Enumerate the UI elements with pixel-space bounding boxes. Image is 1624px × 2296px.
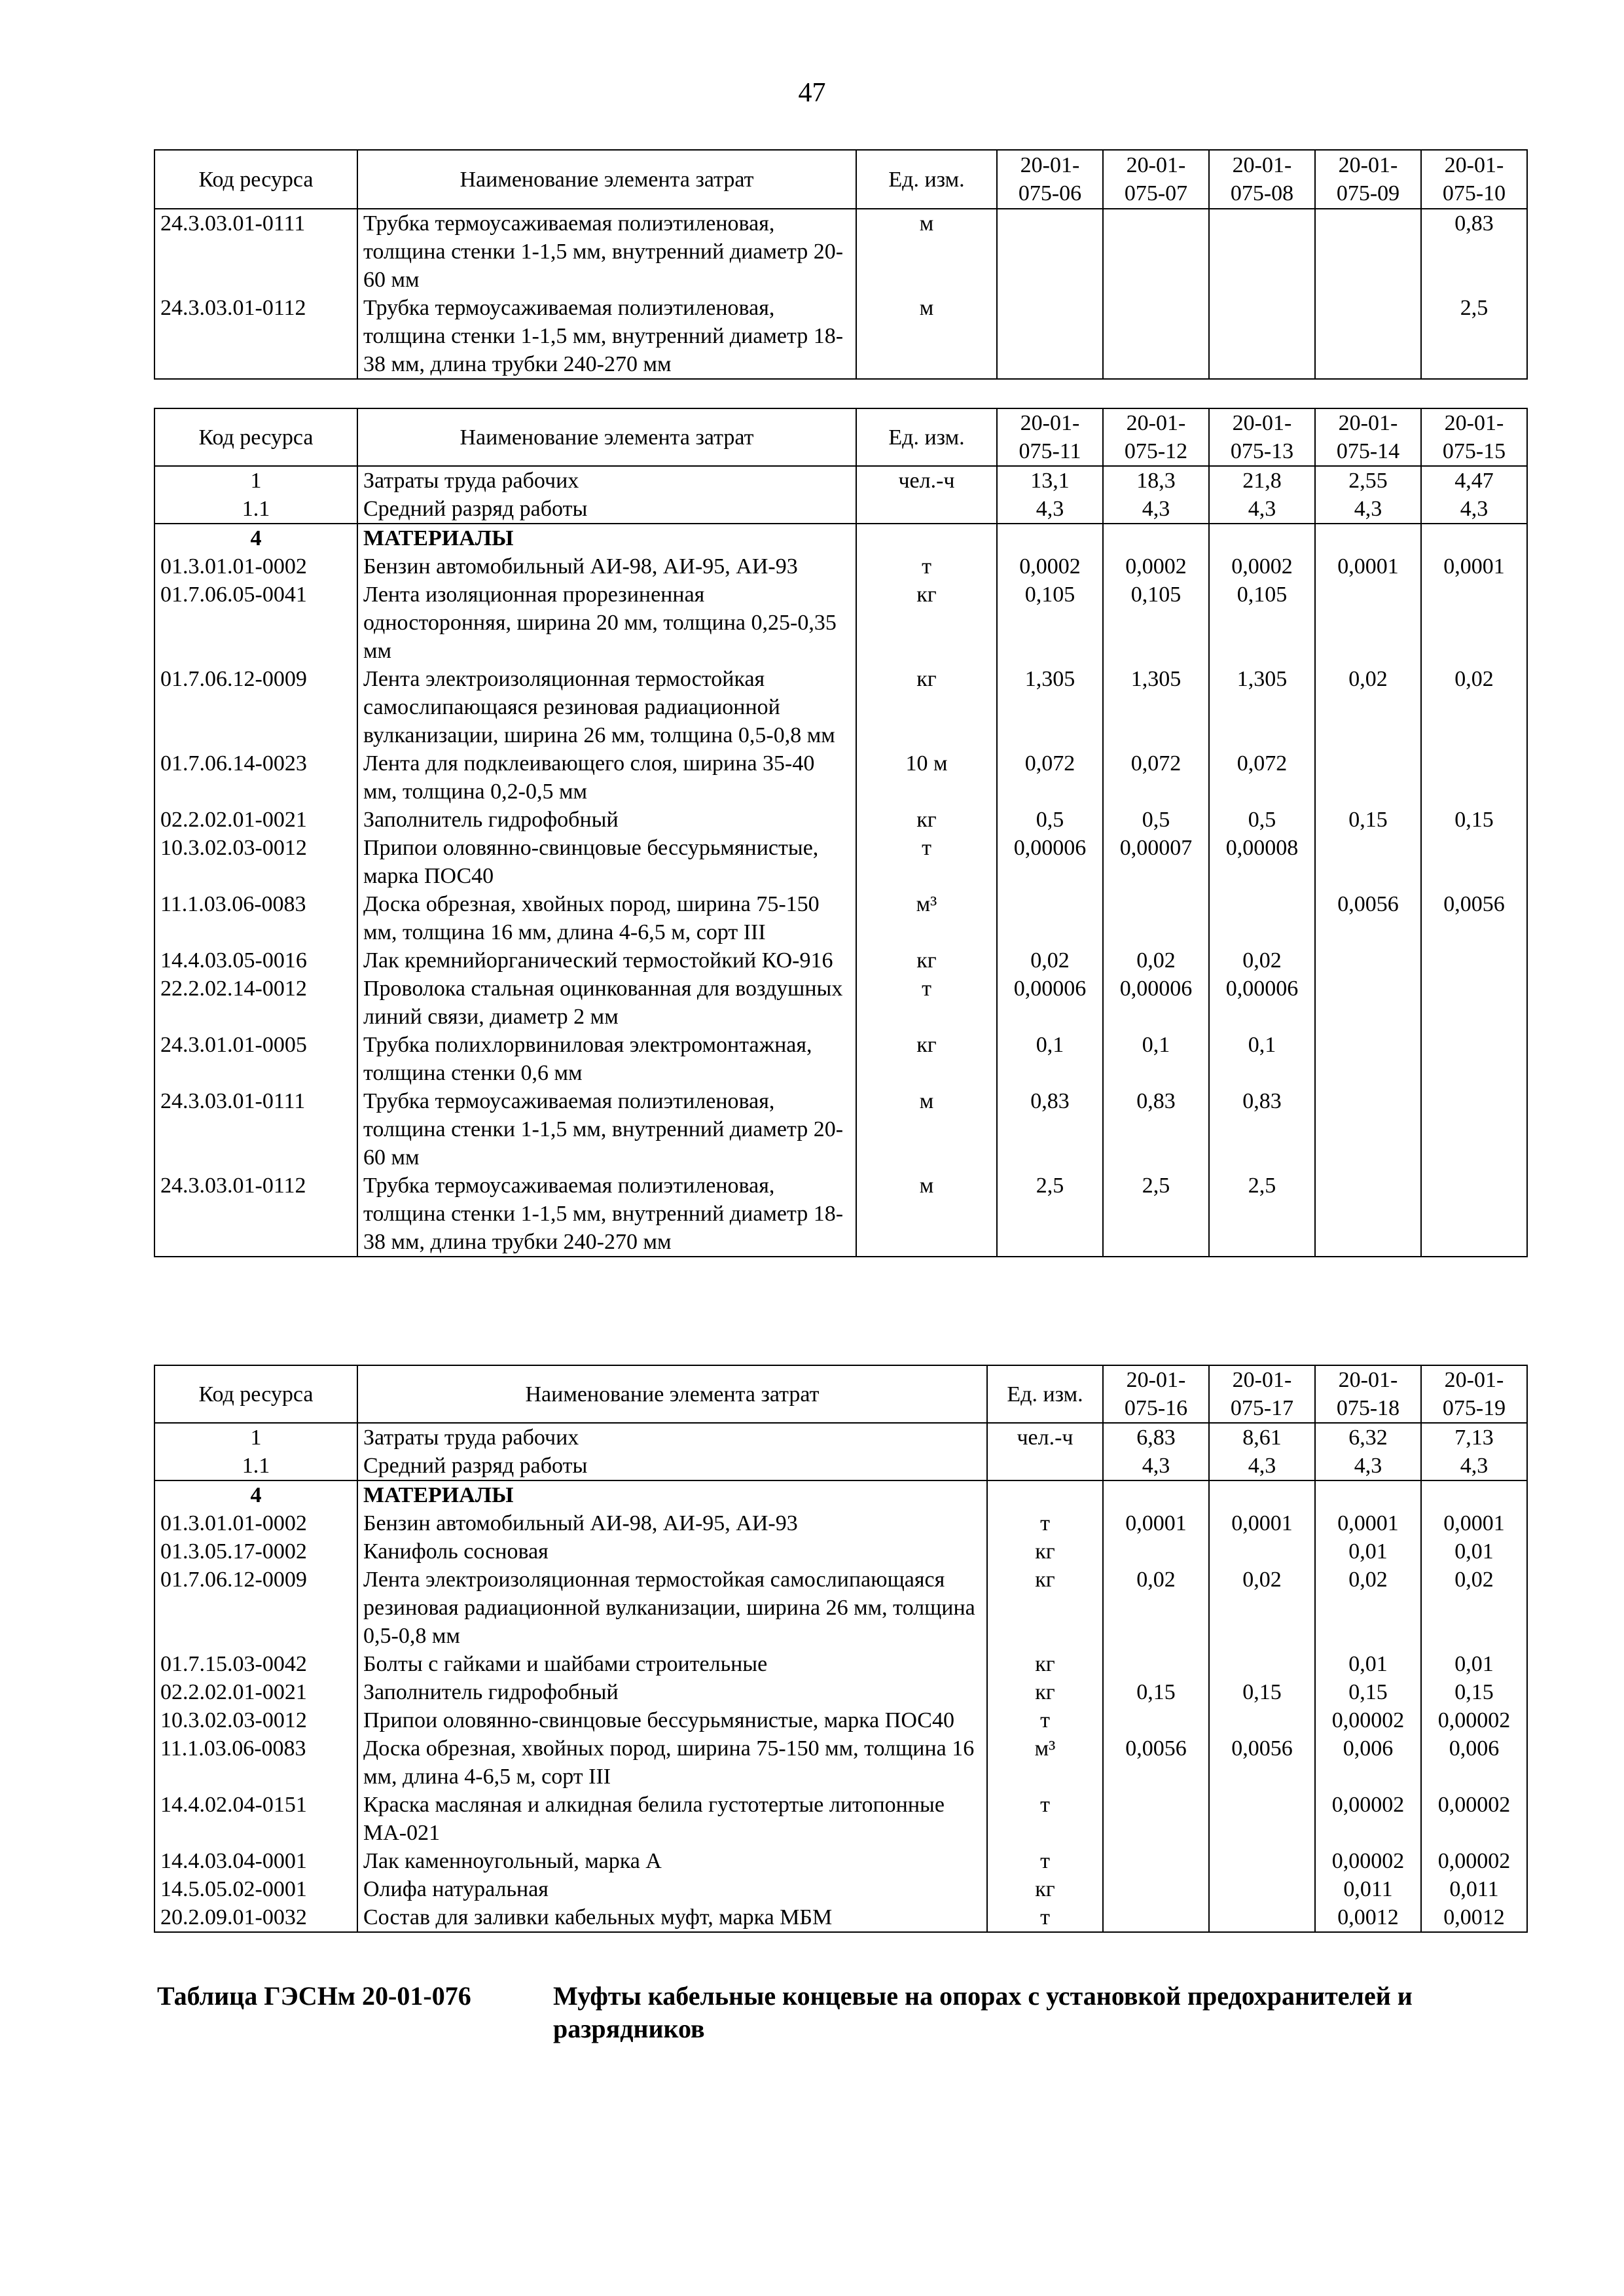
- value-cell: [1209, 209, 1315, 294]
- value-cell: [1421, 1087, 1527, 1172]
- resource-code: 1: [154, 466, 357, 495]
- value-cell: 0,02: [997, 946, 1103, 975]
- value-cell: [997, 294, 1103, 379]
- value-cell: [1421, 975, 1527, 1031]
- value-cell: 0,105: [997, 581, 1103, 665]
- table-row: [154, 1903, 1527, 1932]
- resource-name: Олифа натуральная: [357, 1875, 987, 1903]
- resource-code: 01.3.01.01-0002: [154, 552, 357, 581]
- resource-table-1: [154, 149, 1528, 380]
- value-cell: [1103, 1537, 1209, 1566]
- value-cell: [1209, 1537, 1315, 1566]
- resource-name: Проволока стальная оцинкованная для воздушных линий связи, диаметр 2 мм: [357, 975, 856, 1031]
- value-cell: 7,13: [1421, 1423, 1527, 1452]
- resource-unit: кг: [856, 665, 997, 749]
- resource-name: Лента электроизоляционная термостойкая самослипающаяся резиновая радиационной вулканизации, ширина 26 мм, толщина 0,5-0,8 мм: [357, 665, 856, 749]
- value-cell: 0,5: [1103, 806, 1209, 834]
- resource-name: Канифоль сосновая: [357, 1537, 987, 1566]
- resource-unit: т: [987, 1903, 1103, 1932]
- labor-row: [154, 1452, 1527, 1480]
- table-row: [154, 975, 1527, 1031]
- resource-code: 01.7.15.03-0042: [154, 1650, 357, 1678]
- value-cell: 0,0001: [1209, 1509, 1315, 1537]
- resource-unit: кг: [856, 581, 997, 665]
- table-row: [154, 1875, 1527, 1903]
- value-cell: [1421, 749, 1527, 806]
- value-cell: 0,02: [1209, 946, 1315, 975]
- value-cell: 0,00006: [1209, 975, 1315, 1031]
- resource-table-3: [154, 1365, 1528, 1933]
- resource-code: 24.3.03.01-0112: [154, 294, 357, 379]
- empty-cell: [1209, 524, 1315, 552]
- value-cell: 0,0012: [1421, 1903, 1527, 1932]
- resource-unit: чел.-ч: [856, 466, 997, 495]
- resource-code: 14.4.03.04-0001: [154, 1847, 357, 1875]
- col-header-3: 20-01- 075-08: [1209, 150, 1315, 209]
- resource-code: 22.2.02.14-0012: [154, 975, 357, 1031]
- labor-row: [154, 495, 1527, 524]
- resource-unit: кг: [987, 1875, 1103, 1903]
- value-cell: 13,1: [997, 466, 1103, 495]
- value-cell: 4,3: [1421, 495, 1527, 524]
- value-cell: 0,83: [1103, 1087, 1209, 1172]
- value-cell: [997, 209, 1103, 294]
- table-row: [154, 1678, 1527, 1706]
- col-header-3: 20-01- 075-13: [1209, 408, 1315, 466]
- col-code-header: Код ресурса: [154, 150, 357, 209]
- resource-unit: м³: [987, 1734, 1103, 1791]
- value-cell: [1315, 834, 1421, 890]
- value-cell: 6,83: [1103, 1423, 1209, 1452]
- resource-code: 20.2.09.01-0032: [154, 1903, 357, 1932]
- col-header-4: 20-01- 075-19: [1421, 1365, 1527, 1423]
- resource-unit: кг: [987, 1566, 1103, 1650]
- value-cell: 0,02: [1315, 665, 1421, 749]
- value-cell: 0,83: [1421, 209, 1527, 294]
- value-cell: 0,006: [1421, 1734, 1527, 1791]
- value-cell: [1209, 1875, 1315, 1903]
- materials-code: 4: [154, 1480, 357, 1509]
- value-cell: [1315, 294, 1421, 379]
- resource-name: Трубка термоусаживаемая полиэтиленовая, толщина стенки 1-1,5 мм, внутренний диаметр 18-38 мм, длина трубки 240-270 мм: [357, 1172, 856, 1257]
- value-cell: [997, 890, 1103, 946]
- value-cell: 0,00002: [1421, 1706, 1527, 1734]
- resource-unit: 10 м: [856, 749, 997, 806]
- resource-code: 1.1: [154, 1452, 357, 1480]
- value-cell: 2,55: [1315, 466, 1421, 495]
- col-header-2: 20-01- 075-12: [1103, 408, 1209, 466]
- value-cell: 0,0056: [1103, 1734, 1209, 1791]
- table-row: [154, 1847, 1527, 1875]
- value-cell: 0,00002: [1315, 1706, 1421, 1734]
- resource-name: Трубка термоусаживаемая полиэтиленовая, толщина стенки 1-1,5 мм, внутренний диаметр 18-38 мм, длина трубки 240-270 мм: [357, 294, 856, 379]
- col-header-2: 20-01- 075-17: [1209, 1365, 1315, 1423]
- resource-unit: м: [856, 1087, 997, 1172]
- resource-code: 14.4.03.05-0016: [154, 946, 357, 975]
- resource-name: Бензин автомобильный АИ-98, АИ-95, АИ-93: [357, 1509, 987, 1537]
- value-cell: [1209, 1791, 1315, 1847]
- value-cell: 2,5: [1209, 1172, 1315, 1257]
- value-cell: [1421, 1031, 1527, 1087]
- value-cell: 0,0012: [1315, 1903, 1421, 1932]
- materials-title: МАТЕРИАЛЫ: [357, 1480, 987, 1509]
- empty-cell: [997, 524, 1103, 552]
- resource-unit: т: [856, 834, 997, 890]
- value-cell: 2,5: [1421, 294, 1527, 379]
- labor-row: [154, 1423, 1527, 1452]
- value-cell: 18,3: [1103, 466, 1209, 495]
- col-name-header: Наименование элемента затрат: [357, 150, 856, 209]
- resource-unit: кг: [987, 1537, 1103, 1566]
- resource-name: Лак кремнийорганический термостойкий КО-916: [357, 946, 856, 975]
- empty-cell: [987, 1480, 1103, 1509]
- value-cell: 2,5: [997, 1172, 1103, 1257]
- value-cell: [1421, 1172, 1527, 1257]
- value-cell: [1103, 890, 1209, 946]
- resource-code: 24.3.03.01-0112: [154, 1172, 357, 1257]
- value-cell: 0,01: [1315, 1537, 1421, 1566]
- empty-cell: [1315, 524, 1421, 552]
- value-cell: 0,006: [1315, 1734, 1421, 1791]
- value-cell: 0,072: [1209, 749, 1315, 806]
- value-cell: [1209, 1847, 1315, 1875]
- empty-cell: [1209, 1480, 1315, 1509]
- value-cell: 0,15: [1103, 1678, 1209, 1706]
- value-cell: 0,83: [997, 1087, 1103, 1172]
- resource-code: 01.7.06.12-0009: [154, 1566, 357, 1650]
- value-cell: 0,0002: [1209, 552, 1315, 581]
- value-cell: 0,02: [1103, 946, 1209, 975]
- resource-name: Заполнитель гидрофобный: [357, 1678, 987, 1706]
- resource-code: 01.7.06.12-0009: [154, 665, 357, 749]
- empty-cell: [1421, 1480, 1527, 1509]
- value-cell: [1315, 749, 1421, 806]
- value-cell: 0,01: [1421, 1650, 1527, 1678]
- table-row: [154, 294, 1527, 379]
- value-cell: [1103, 1847, 1209, 1875]
- resource-name: Состав для заливки кабельных муфт, марка МБМ: [357, 1903, 987, 1932]
- value-cell: 0,00002: [1421, 1847, 1527, 1875]
- value-cell: 0,011: [1315, 1875, 1421, 1903]
- value-cell: 0,02: [1103, 1566, 1209, 1650]
- value-cell: 0,072: [997, 749, 1103, 806]
- resource-unit: кг: [856, 1031, 997, 1087]
- materials-code: 4: [154, 524, 357, 552]
- resource-code: 24.3.03.01-0111: [154, 209, 357, 294]
- table-row: [154, 581, 1527, 665]
- value-cell: 0,02: [1209, 1566, 1315, 1650]
- value-cell: 0,00006: [997, 834, 1103, 890]
- value-cell: 0,0001: [1315, 1509, 1421, 1537]
- empty-cell: [1103, 1480, 1209, 1509]
- value-cell: 1,305: [1209, 665, 1315, 749]
- materials-header-row: [154, 1480, 1527, 1509]
- value-cell: 0,0001: [1103, 1509, 1209, 1537]
- empty-cell: [1315, 1480, 1421, 1509]
- resource-name: Лента изоляционная прорезиненная односторонняя, ширина 20 мм, толщина 0,25-0,35 мм: [357, 581, 856, 665]
- resource-name: Лента электроизоляционная термостойкая самослипающаяся резиновая радиационной вулканизации, ширина 26 мм, толщина 0,5-0,8 мм: [357, 1566, 987, 1650]
- value-cell: 4,3: [1315, 495, 1421, 524]
- resource-unit: м³: [856, 890, 997, 946]
- resource-unit: т: [987, 1847, 1103, 1875]
- value-cell: 0,1: [1103, 1031, 1209, 1087]
- col-header-5: 20-01- 075-15: [1421, 408, 1527, 466]
- value-cell: [1209, 1650, 1315, 1678]
- table-row: [154, 1509, 1527, 1537]
- resource-code: 02.2.02.01-0021: [154, 1678, 357, 1706]
- resource-code: 01.7.06.14-0023: [154, 749, 357, 806]
- table-header: [154, 1365, 1527, 1423]
- value-cell: 0,0056: [1421, 890, 1527, 946]
- table-row: [154, 1172, 1527, 1257]
- resource-code: 01.3.05.17-0002: [154, 1537, 357, 1566]
- value-cell: 0,00002: [1315, 1791, 1421, 1847]
- resource-code: 10.3.02.03-0012: [154, 834, 357, 890]
- col-unit-header: Ед. изм.: [856, 408, 997, 466]
- value-cell: 0,0002: [1103, 552, 1209, 581]
- resource-code: 24.3.03.01-0111: [154, 1087, 357, 1172]
- materials-header-row: [154, 524, 1527, 552]
- value-cell: [1315, 946, 1421, 975]
- resource-name: Трубка термоусаживаемая полиэтиленовая, толщина стенки 1-1,5 мм, внутренний диаметр 20-60 мм: [357, 1087, 856, 1172]
- materials-title: МАТЕРИАЛЫ: [357, 524, 856, 552]
- col-header-5: 20-01- 075-10: [1421, 150, 1527, 209]
- resource-name: Доска обрезная, хвойных пород, ширина 75-150 мм, толщина 16 мм, длина 4-6,5 м, сорт III: [357, 1734, 987, 1791]
- value-cell: 0,5: [1209, 806, 1315, 834]
- table-row: [154, 209, 1527, 294]
- resource-name: Лак каменноугольный, марка А: [357, 1847, 987, 1875]
- resource-name: Болты с гайками и шайбами строительные: [357, 1650, 987, 1678]
- resource-code: 24.3.01.01-0005: [154, 1031, 357, 1087]
- value-cell: 4,3: [1315, 1452, 1421, 1480]
- resource-name: Бензин автомобильный АИ-98, АИ-95, АИ-93: [357, 552, 856, 581]
- value-cell: [1103, 1875, 1209, 1903]
- resource-unit: кг: [987, 1678, 1103, 1706]
- resource-name: Затраты труда рабочих: [357, 466, 856, 495]
- empty-cell: [1421, 524, 1527, 552]
- value-cell: 0,02: [1315, 1566, 1421, 1650]
- value-cell: 0,105: [1209, 581, 1315, 665]
- table-row: [154, 665, 1527, 749]
- value-cell: 0,01: [1421, 1537, 1527, 1566]
- table-row: [154, 1031, 1527, 1087]
- resource-unit: [987, 1452, 1103, 1480]
- value-cell: [1315, 975, 1421, 1031]
- value-cell: [1103, 1706, 1209, 1734]
- value-cell: 0,02: [1421, 665, 1527, 749]
- value-cell: [1103, 1791, 1209, 1847]
- value-cell: [1209, 294, 1315, 379]
- resource-name: Припои оловянно-свинцовые бессурьмянистые, марка ПОС40: [357, 834, 856, 890]
- resource-code: 1: [154, 1423, 357, 1452]
- value-cell: [1315, 1172, 1421, 1257]
- table-row: [154, 1566, 1527, 1650]
- resource-unit: т: [856, 975, 997, 1031]
- caption-label: Таблица ГЭСНм 20-01-076: [157, 1981, 471, 2011]
- table-row: [154, 552, 1527, 581]
- value-cell: 8,61: [1209, 1423, 1315, 1452]
- resource-unit: т: [987, 1791, 1103, 1847]
- resource-name: Затраты труда рабочих: [357, 1423, 987, 1452]
- table-row: [154, 1650, 1527, 1678]
- value-cell: [1209, 890, 1315, 946]
- resource-name: Заполнитель гидрофобный: [357, 806, 856, 834]
- value-cell: 0,15: [1315, 1678, 1421, 1706]
- table-row: [154, 749, 1527, 806]
- value-cell: 4,3: [1209, 1452, 1315, 1480]
- value-cell: 4,3: [1103, 495, 1209, 524]
- value-cell: [1103, 209, 1209, 294]
- value-cell: 0,15: [1209, 1678, 1315, 1706]
- col-header-4: 20-01- 075-09: [1315, 150, 1421, 209]
- resource-name: Доска обрезная, хвойных пород, ширина 75-150 мм, толщина 16 мм, длина 4-6,5 м, сорт III: [357, 890, 856, 946]
- resource-unit: м: [856, 1172, 997, 1257]
- value-cell: [1315, 581, 1421, 665]
- resource-code: 01.3.01.01-0002: [154, 1509, 357, 1537]
- labor-row: [154, 466, 1527, 495]
- col-name-header: Наименование элемента затрат: [357, 408, 856, 466]
- col-code-header: Код ресурса: [154, 408, 357, 466]
- resource-name: Припои оловянно-свинцовые бессурьмянистые, марка ПОС40: [357, 1706, 987, 1734]
- table-row: [154, 806, 1527, 834]
- table-row: [154, 890, 1527, 946]
- resource-code: 11.1.03.06-0083: [154, 1734, 357, 1791]
- resource-table-2: [154, 408, 1528, 1257]
- table-row: [154, 1734, 1527, 1791]
- value-cell: [1421, 581, 1527, 665]
- value-cell: 0,00006: [1103, 975, 1209, 1031]
- value-cell: 0,00002: [1421, 1791, 1527, 1847]
- resource-name: Средний разряд работы: [357, 495, 856, 524]
- resource-unit: т: [856, 552, 997, 581]
- value-cell: 0,0001: [1421, 1509, 1527, 1537]
- col-header-3: 20-01- 075-18: [1315, 1365, 1421, 1423]
- col-name-header: Наименование элемента затрат: [357, 1365, 987, 1423]
- resource-name: Краска масляная и алкидная белила густотертые литопонные МА-021: [357, 1791, 987, 1847]
- value-cell: 0,072: [1103, 749, 1209, 806]
- value-cell: 0,1: [997, 1031, 1103, 1087]
- resource-name: Трубка полихлорвиниловая электромонтажная, толщина стенки 0,6 мм: [357, 1031, 856, 1087]
- resource-unit: кг: [987, 1650, 1103, 1678]
- resource-name: Лента для подклеивающего слоя, ширина 35-40 мм, толщина 0,2-0,5 мм: [357, 749, 856, 806]
- resource-unit: м: [856, 209, 997, 294]
- resource-name: Трубка термоусаживаемая полиэтиленовая, толщина стенки 1-1,5 мм, внутренний диаметр 20-60 мм: [357, 209, 856, 294]
- resource-code: 14.4.02.04-0151: [154, 1791, 357, 1847]
- value-cell: 4,3: [1421, 1452, 1527, 1480]
- resource-code: 10.3.02.03-0012: [154, 1706, 357, 1734]
- value-cell: 4,3: [997, 495, 1103, 524]
- table-row: [154, 1791, 1527, 1847]
- value-cell: [1315, 1031, 1421, 1087]
- caption-text: Муфты кабельные концевые на опорах с установкой предохранителей и разрядников: [553, 1981, 1413, 2043]
- value-cell: 2,5: [1103, 1172, 1209, 1257]
- col-header-4: 20-01- 075-14: [1315, 408, 1421, 466]
- resource-code: 02.2.02.01-0021: [154, 806, 357, 834]
- value-cell: 1,305: [997, 665, 1103, 749]
- empty-cell: [1103, 524, 1209, 552]
- value-cell: [1421, 946, 1527, 975]
- value-cell: 0,15: [1421, 806, 1527, 834]
- col-header-1: 20-01- 075-11: [997, 408, 1103, 466]
- table-row: [154, 1537, 1527, 1566]
- value-cell: 0,0056: [1315, 890, 1421, 946]
- value-cell: 4,3: [1209, 495, 1315, 524]
- resource-unit: [856, 495, 997, 524]
- value-cell: 0,15: [1315, 806, 1421, 834]
- value-cell: 0,0002: [997, 552, 1103, 581]
- value-cell: [1103, 294, 1209, 379]
- value-cell: 0,0001: [1315, 552, 1421, 581]
- col-header-1: 20-01- 075-16: [1103, 1365, 1209, 1423]
- col-header-2: 20-01- 075-07: [1103, 150, 1209, 209]
- table-row: [154, 1706, 1527, 1734]
- table-row: [154, 946, 1527, 975]
- resource-unit: т: [987, 1509, 1103, 1537]
- table-row: [154, 1087, 1527, 1172]
- col-header-1: 20-01- 075-06: [997, 150, 1103, 209]
- value-cell: 0,00007: [1103, 834, 1209, 890]
- value-cell: [1103, 1650, 1209, 1678]
- resource-code: 01.7.06.05-0041: [154, 581, 357, 665]
- empty-cell: [856, 524, 997, 552]
- value-cell: 0,0056: [1209, 1734, 1315, 1791]
- resource-unit: м: [856, 294, 997, 379]
- value-cell: 0,00008: [1209, 834, 1315, 890]
- value-cell: 0,0001: [1421, 552, 1527, 581]
- page-number: 47: [798, 78, 826, 108]
- value-cell: 0,011: [1421, 1875, 1527, 1903]
- resource-unit: кг: [856, 946, 997, 975]
- table-row: [154, 834, 1527, 890]
- value-cell: 0,00002: [1315, 1847, 1421, 1875]
- value-cell: 4,3: [1103, 1452, 1209, 1480]
- value-cell: [1209, 1903, 1315, 1932]
- value-cell: [1315, 209, 1421, 294]
- value-cell: 0,01: [1315, 1650, 1421, 1678]
- value-cell: 0,00006: [997, 975, 1103, 1031]
- resource-code: 11.1.03.06-0083: [154, 890, 357, 946]
- resource-name: Средний разряд работы: [357, 1452, 987, 1480]
- value-cell: [1421, 834, 1527, 890]
- value-cell: 6,32: [1315, 1423, 1421, 1452]
- value-cell: 0,15: [1421, 1678, 1527, 1706]
- table-header: [154, 150, 1527, 209]
- table-header: [154, 408, 1527, 466]
- value-cell: 0,1: [1209, 1031, 1315, 1087]
- resource-unit: кг: [856, 806, 997, 834]
- resource-unit: чел.-ч: [987, 1423, 1103, 1452]
- col-unit-header: Ед. изм.: [987, 1365, 1103, 1423]
- col-code-header: Код ресурса: [154, 1365, 357, 1423]
- resource-unit: т: [987, 1706, 1103, 1734]
- value-cell: 0,105: [1103, 581, 1209, 665]
- col-unit-header: Ед. изм.: [856, 150, 997, 209]
- value-cell: [1209, 1706, 1315, 1734]
- resource-code: 1.1: [154, 495, 357, 524]
- resource-code: 14.5.05.02-0001: [154, 1875, 357, 1903]
- value-cell: 0,02: [1421, 1566, 1527, 1650]
- value-cell: 4,47: [1421, 466, 1527, 495]
- value-cell: 0,83: [1209, 1087, 1315, 1172]
- value-cell: [1103, 1903, 1209, 1932]
- value-cell: 21,8: [1209, 466, 1315, 495]
- value-cell: [1315, 1087, 1421, 1172]
- value-cell: 1,305: [1103, 665, 1209, 749]
- value-cell: 0,5: [997, 806, 1103, 834]
